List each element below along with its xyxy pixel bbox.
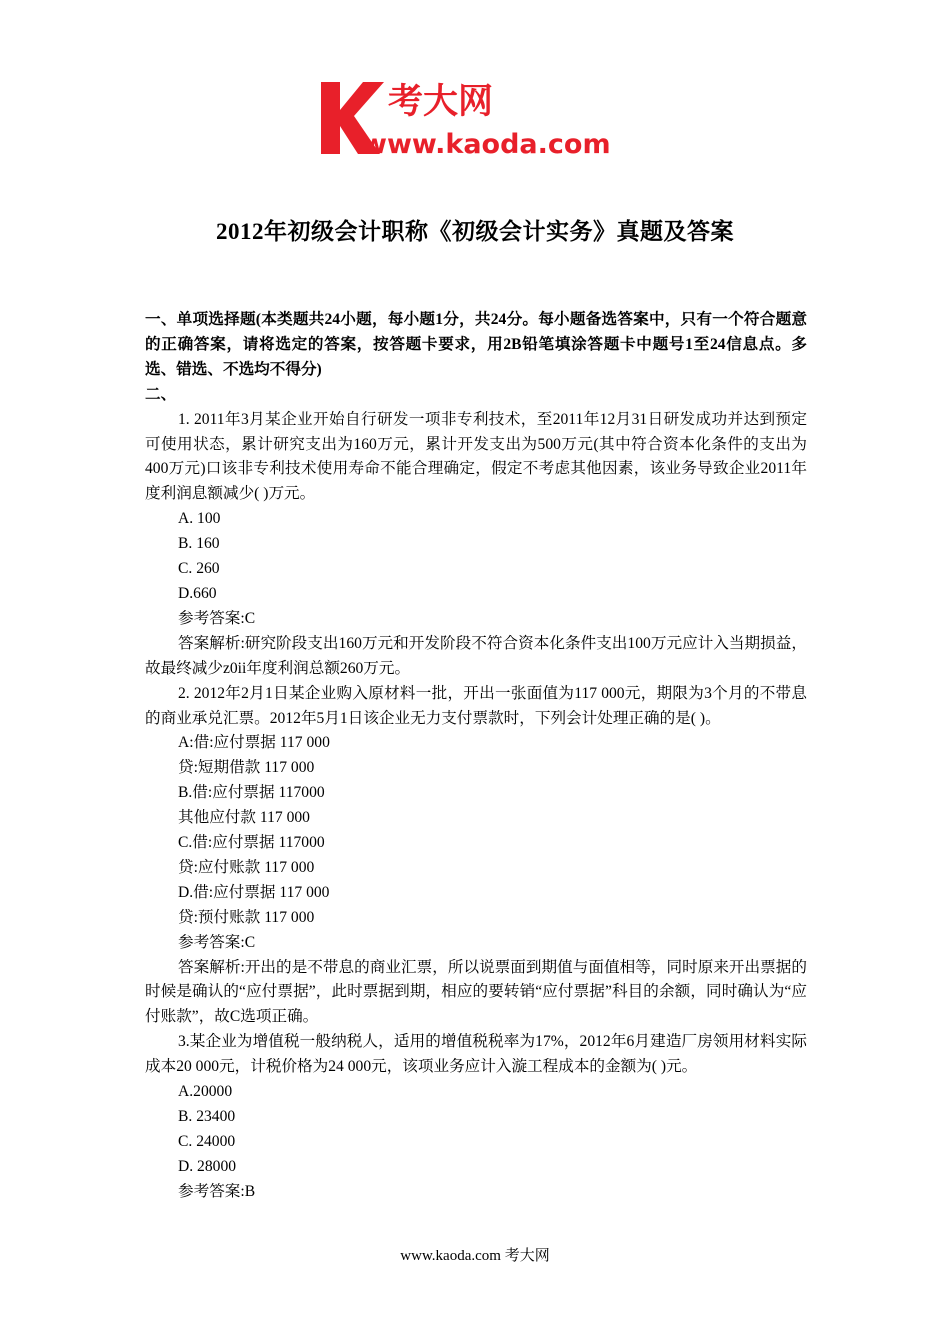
q3-option: D. 28000 (178, 1157, 237, 1175)
logo-brand-url: www.kaoda.com (362, 129, 611, 160)
q1-option: A. 100 (178, 510, 221, 528)
question-3-text: 3.某企业为增值税一般纳税人，适用的增值税税率为17%，2012年6月建造厂房领用材料实际成本20 000元，计税价格为24 000元，该项业务应计入漩工程成本的金额为( )元。 (145, 1033, 807, 1076)
kaoda-logo-graphic (318, 80, 638, 160)
q1-answer: 参考答案:C (178, 609, 256, 627)
q2-answer: 参考答案:C (178, 933, 256, 951)
document-body (145, 308, 807, 1205)
question-1-text: 1. 2011年3月某企业开始自行研发一项非专利技术，至2011年12月31日研发成功并达到预定可使用状态，累计研究支出为160万元，累计开发支出为500万元(其中符合资本化条件的支出为400万元)口该非专利技术使用寿命不能合理确定，假定不考虑其他因素，该业务导致企业2011年度利润息额减少( )万元。 (145, 410, 807, 503)
document-title: 2012年初级会计职称《初级会计实务》真题及答案 (216, 219, 734, 244)
logo-brand-cn: 考大网 (388, 82, 494, 122)
q2-analysis: 答案解析:开出的是不带息的商业汇票，所以说票面到期值与面值相等，同时原来开出票据的时候是确认的“应付票据”，此时票据到期，相应的要转销“应付票据”科目的余额，同时确认为“应付账款”，故C选项正确。 (145, 958, 807, 1026)
question-2-text: 2. 2012年2月1日某企业购入原材料一批，开出一张面值为117 000元，期限为3个月的不带息的商业承兑汇票。2012年5月1日该企业无力支付票款时，下列会计处理正确的是( )。 (145, 684, 807, 727)
kaoda-logo (318, 80, 638, 160)
q3-option: C. 24000 (178, 1132, 236, 1150)
section-two-label: 二、 (145, 385, 177, 403)
q2-option: 贷:预付账款 117 000 (178, 908, 315, 926)
q2-option: 贷:应付账款 117 000 (178, 858, 315, 876)
q1-analysis: 答案解析:研究阶段支出160万元和开发阶段不符合资本化条件支出100万元应计入当期损益，故最终减少z0ii年度利润总额260万元。 (145, 634, 807, 677)
q3-option: B. 23400 (178, 1108, 236, 1125)
q2-option: B.借:应付票据 117000 (178, 784, 325, 802)
q2-option: A:借:应付票据 117 000 (178, 734, 330, 752)
q3-answer: 参考答案:B (178, 1182, 256, 1200)
section-heading: 一、单项选择题(本类题共24小题，每小题1分，共24分。每小题备选答案中，只有一个符合题意的正确答案，请将选定的答案，按答题卡要求，用2B铅笔填涂答题卡中题号1至24信息点。多选、错选、不选均不得分) (145, 311, 807, 378)
q1-option: C. 260 (178, 560, 220, 578)
q2-option: 其他应付款 117 000 (178, 809, 310, 827)
q2-option: C.借:应付票据 117000 (178, 834, 325, 852)
q1-option: B. 160 (178, 535, 220, 553)
q2-option: D.借:应付票据 117 000 (178, 883, 330, 901)
q2-option: 贷:短期借款 117 000 (178, 759, 315, 777)
q1-option: D.660 (178, 584, 217, 602)
q3-option: A.20000 (178, 1083, 233, 1101)
page-footer: www.kaoda.com 考大网 (400, 1248, 550, 1264)
